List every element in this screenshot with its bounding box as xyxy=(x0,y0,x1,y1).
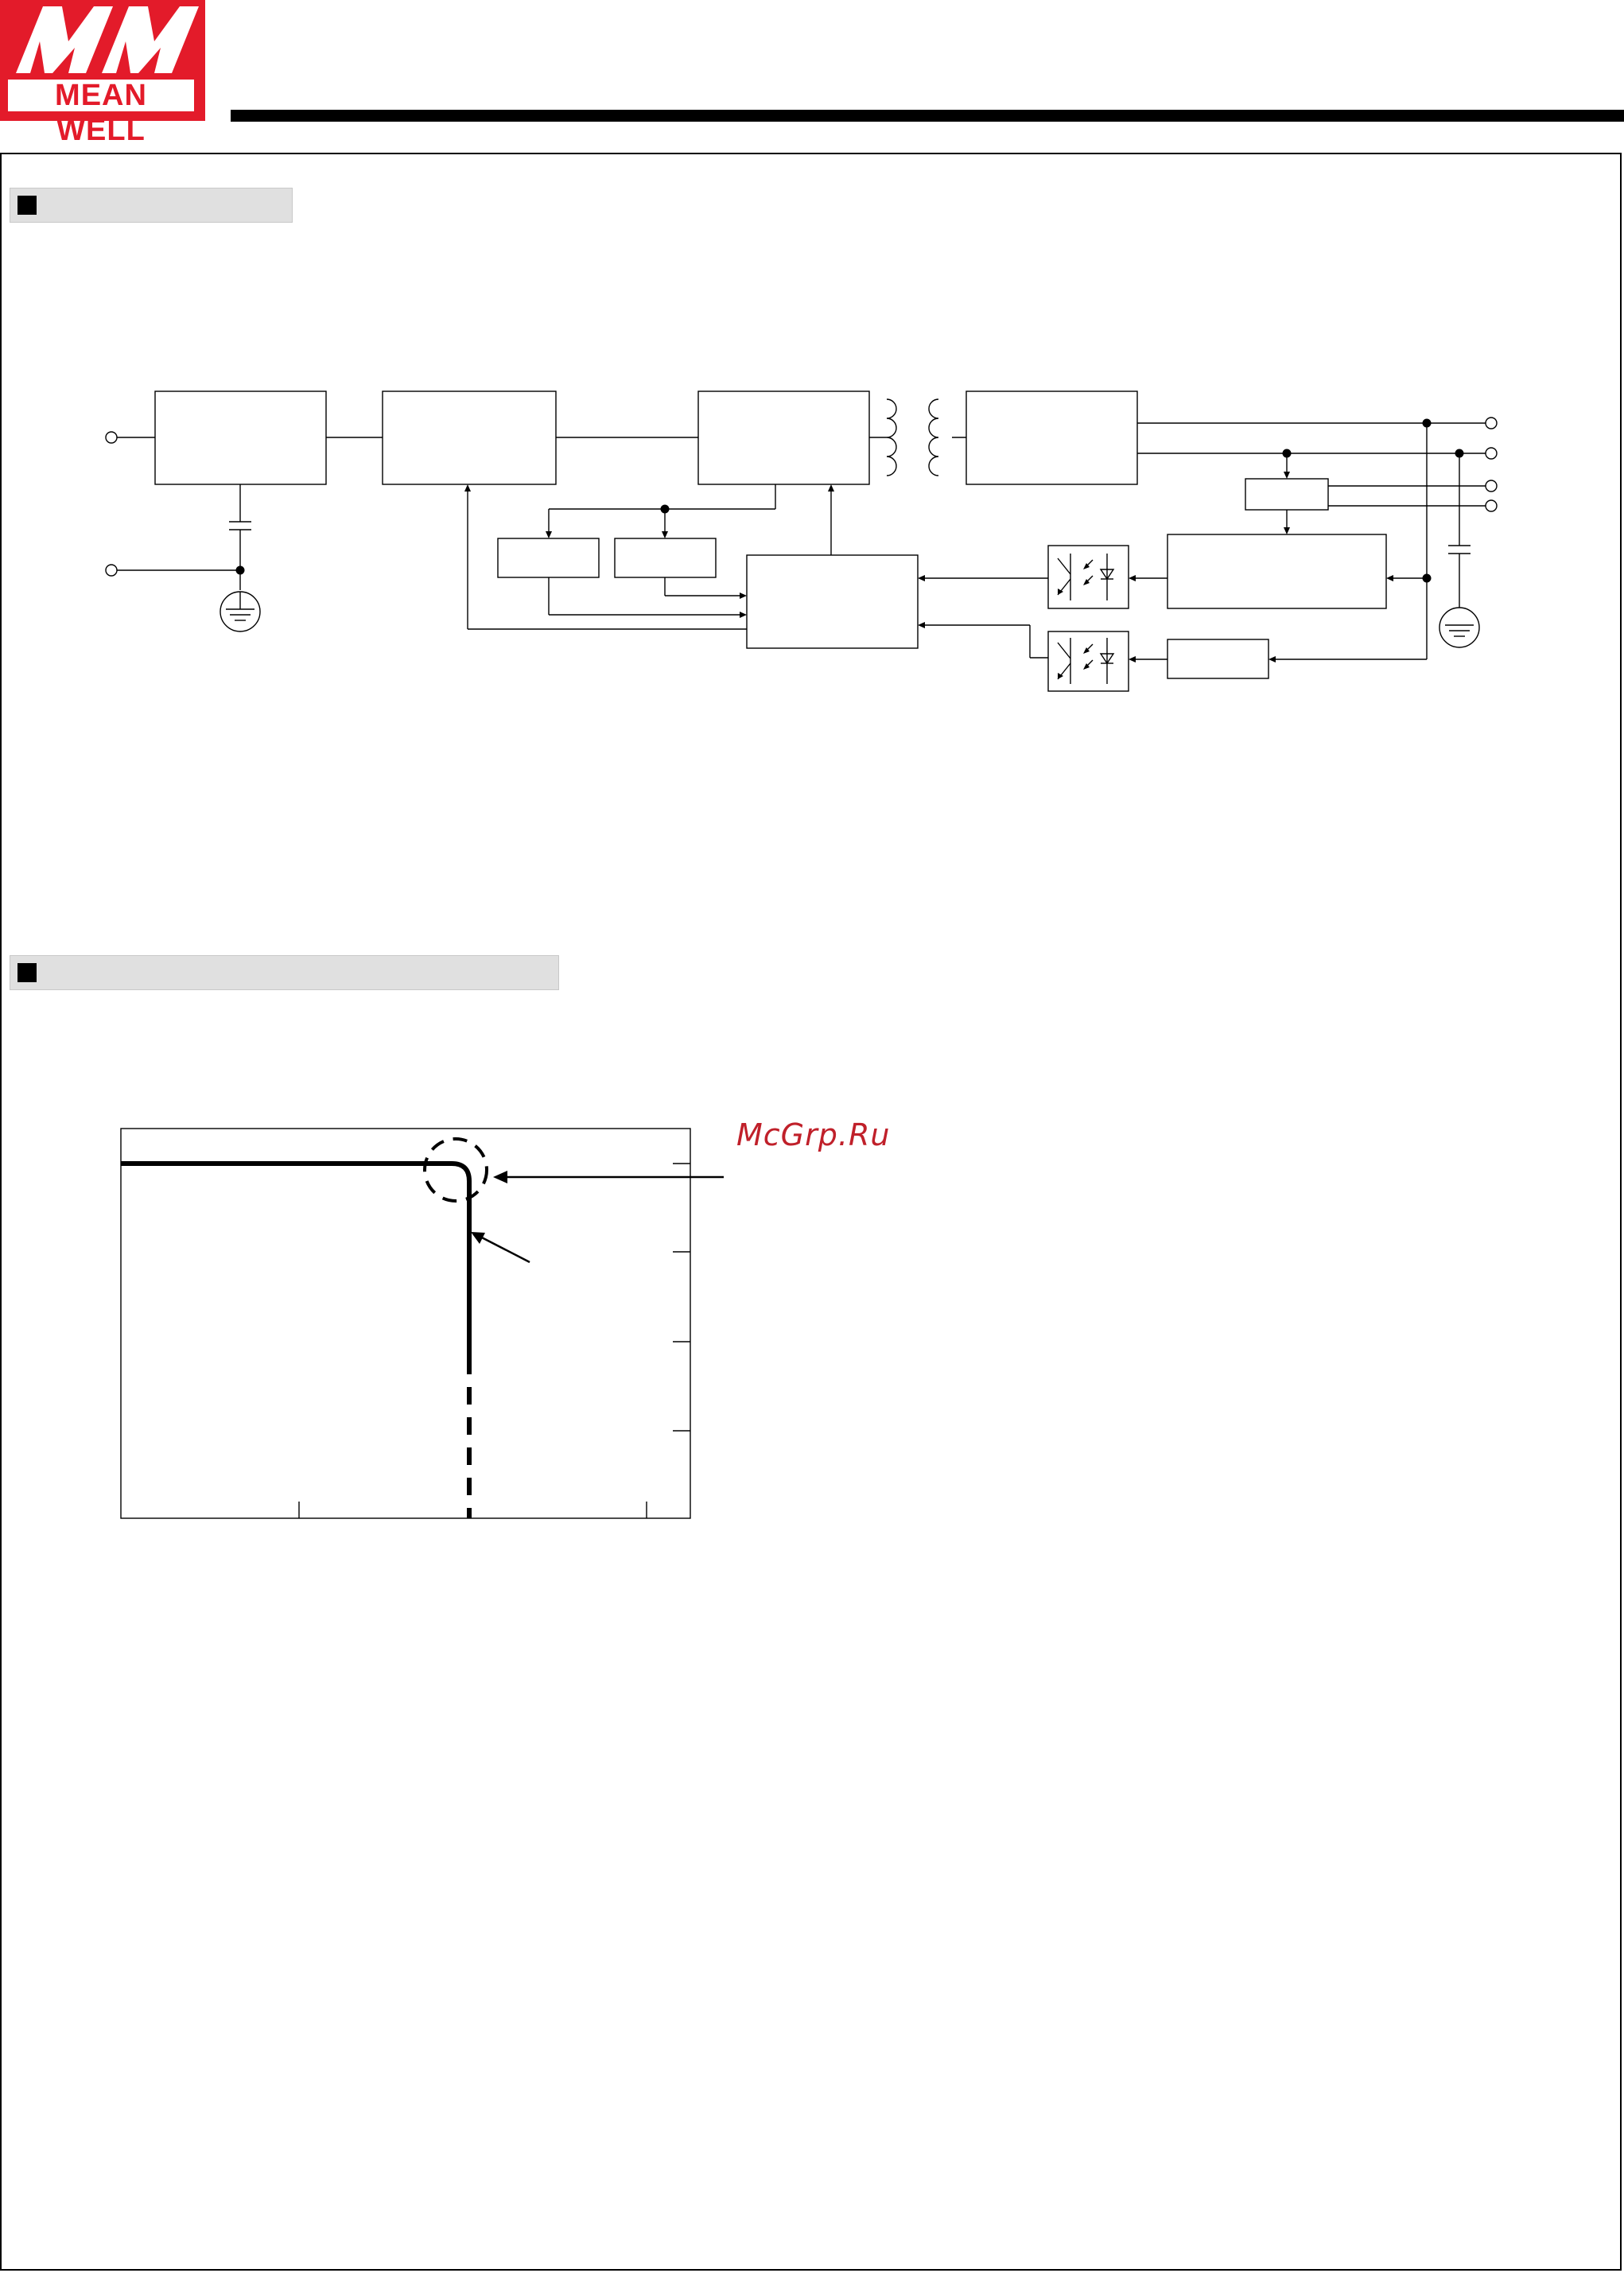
black-square-icon xyxy=(17,963,37,982)
watermark-text: McGrp.Ru xyxy=(736,1117,891,1152)
callout-arrow-slope xyxy=(477,1235,530,1262)
optocoupler-2 xyxy=(1048,631,1129,691)
power-switching-block xyxy=(698,391,869,484)
pfc-block xyxy=(383,391,556,484)
logo-text: MEAN WELL xyxy=(55,79,147,147)
current-share-block xyxy=(1245,479,1328,510)
protection-curve xyxy=(0,1098,795,1543)
knee-highlight-circle xyxy=(425,1139,487,1201)
remote-control-block xyxy=(1167,639,1269,678)
ovp-aux-block xyxy=(615,538,716,577)
rectifier-filter-block xyxy=(966,391,1137,484)
pwm-control-block xyxy=(747,555,918,648)
detection-circuit-block xyxy=(1167,534,1386,608)
emi-filter-block xyxy=(155,391,326,484)
curve-frame xyxy=(121,1129,690,1518)
section-header-derating-curve xyxy=(10,955,559,990)
curve-solid xyxy=(121,1164,469,1357)
block-diagram xyxy=(0,0,1624,716)
pfc-control-block xyxy=(498,538,599,577)
optocoupler-1 xyxy=(1048,546,1129,608)
